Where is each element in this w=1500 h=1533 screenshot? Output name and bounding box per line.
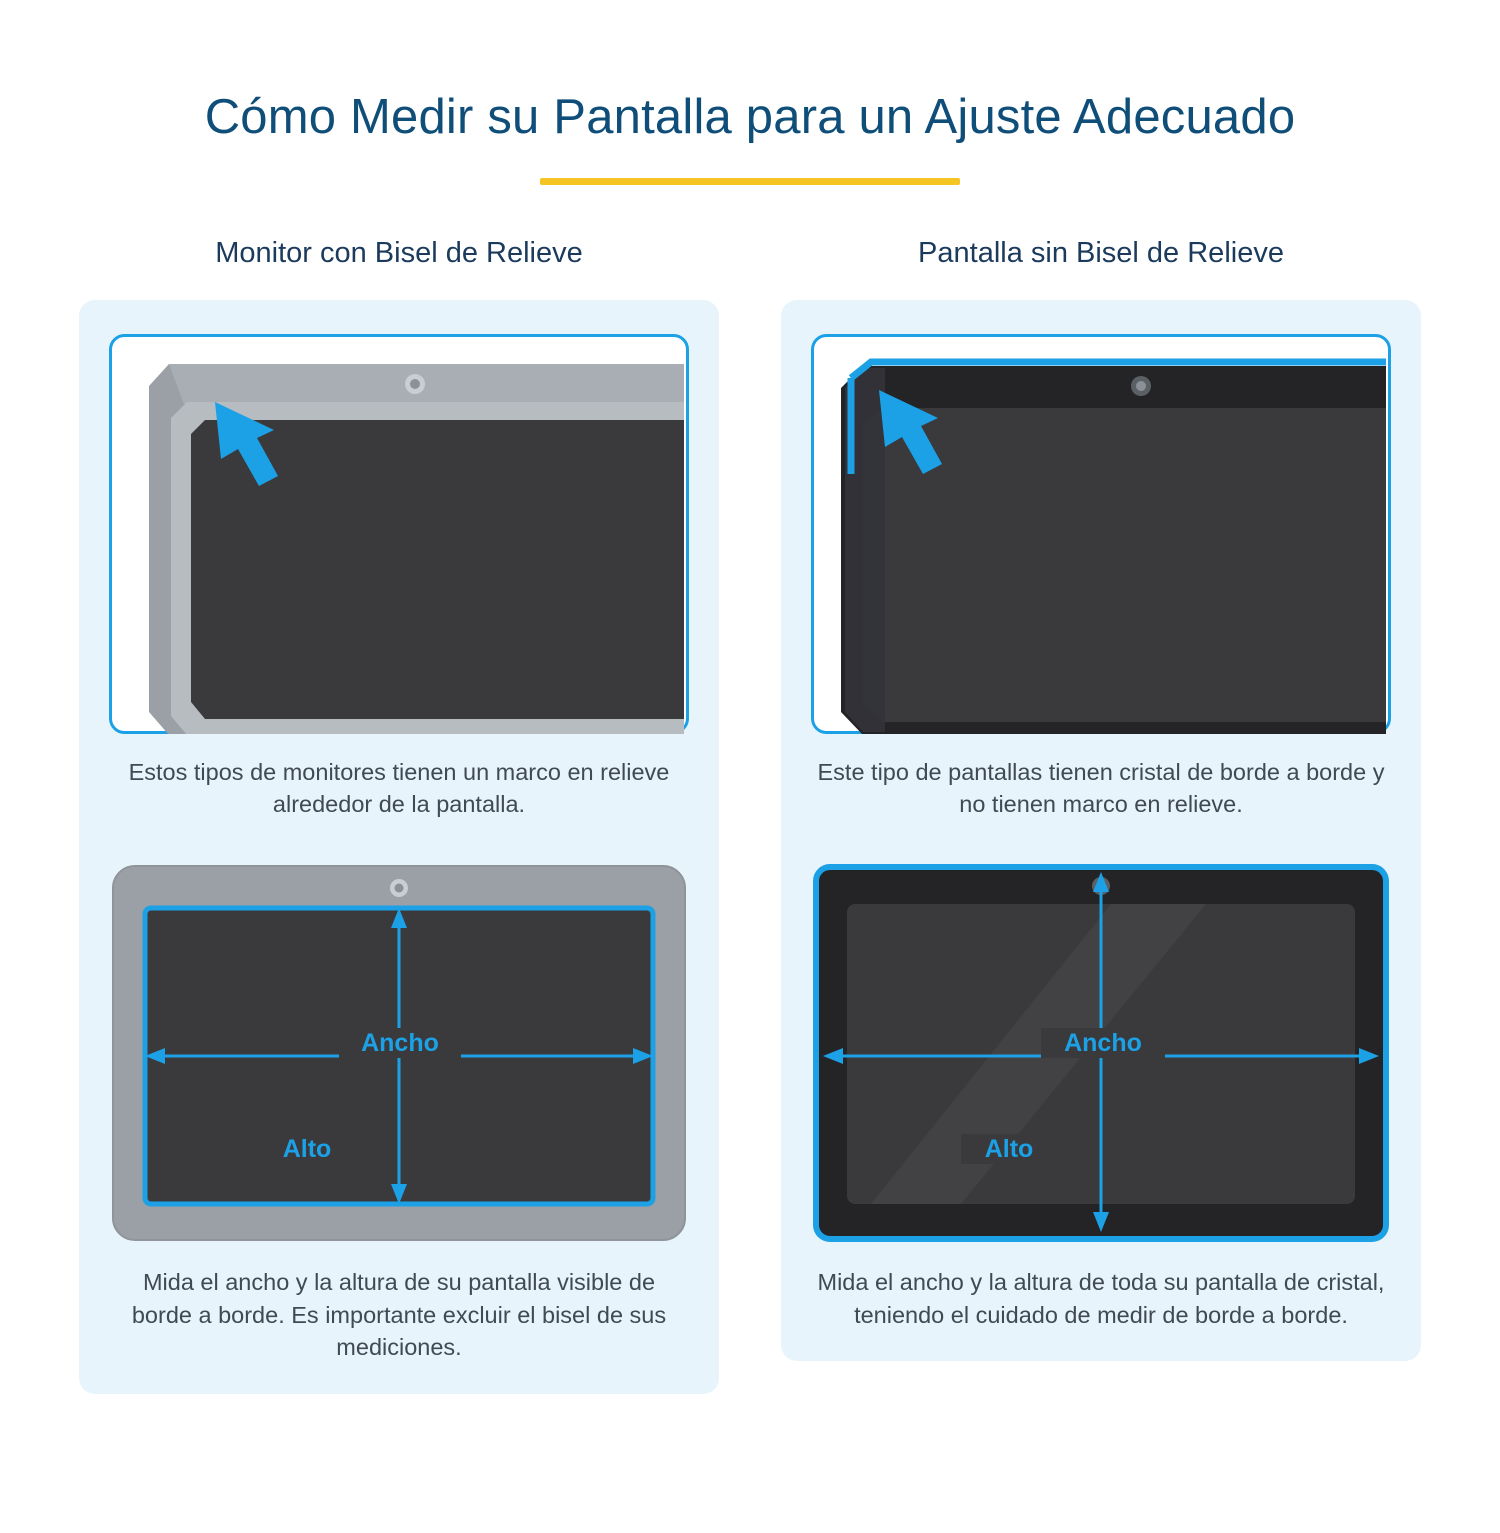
caption-edge-to-edge-closeup: Este tipo de pantallas tienen cristal de borde a borde y no tienen marco en relieve. — [817, 758, 1385, 817]
caption-raised-bezel-closeup: Estos tipos de monitores tienen un marco en relieve alrededor de la pantalla. — [128, 758, 670, 817]
panel-raised-bezel-closeup — [79, 300, 719, 1394]
column-raised-bezel — [79, 237, 719, 1394]
figure-edge-to-edge-display-closeup — [811, 334, 1391, 734]
column-heading-edge-to-edge: Pantalla sin Bisel de Relieve — [918, 236, 1284, 269]
width-label: Ancho — [1064, 1029, 1142, 1058]
infographic-page — [0, 33, 1500, 1533]
monitor-measure-svg — [109, 862, 689, 1244]
height-label: Alto — [282, 1135, 332, 1164]
columns-container — [0, 237, 1500, 1394]
monitor-closeup-svg — [109, 334, 689, 734]
page-title: Cómo Medir su Pantalla para un Ajuste Adecuado — [204, 89, 1296, 144]
column-edge-to-edge — [781, 237, 1421, 1394]
column-heading-raised-bezel: Monitor con Bisel de Relieve — [215, 236, 583, 269]
figure-monitor-with-raised-bezel-closeup — [109, 334, 689, 734]
figure-edge-to-edge-display-measure — [811, 862, 1391, 1244]
title-underline — [540, 178, 960, 185]
panel-spacer — [811, 820, 1391, 862]
panel-spacer — [109, 820, 689, 862]
panel-edge-to-edge-closeup — [781, 300, 1421, 1362]
width-label: Ancho — [361, 1029, 439, 1058]
caption-raised-bezel-measure: Mida el ancho y la altura de su pantalla visible de borde a borde. Es importante excluir el bisel de sus mediciones. — [131, 1269, 667, 1361]
figure-monitor-with-bezel-measure — [109, 862, 689, 1244]
edge-display-closeup-svg — [811, 334, 1391, 734]
caption-edge-to-edge-measure: Mida el ancho y la altura de toda su pantalla de cristal, teniendo el cuidado de medir de borde a borde. — [817, 1269, 1385, 1328]
edge-display-measure-svg — [811, 862, 1391, 1244]
height-label: Alto — [984, 1135, 1034, 1164]
